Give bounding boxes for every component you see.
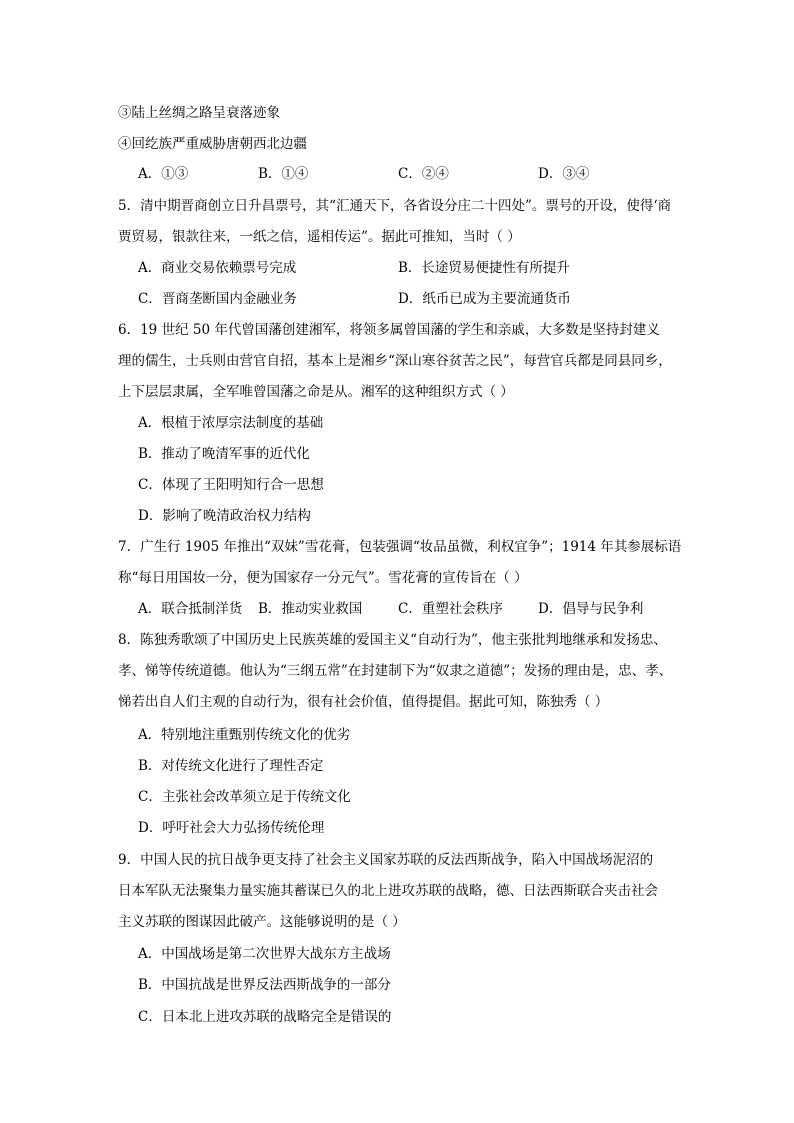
q9-stem-line-3: 主义苏联的图谋因此破产。这能够说明的是（ ）: [118, 914, 406, 930]
q6-stem-line-1: 6．19 世纪 50 年代曾国藩创建湘军，将领多属曾国藩的学生和亲戚，大多数是坚持封建义: [118, 322, 660, 338]
q9-option-b: B．中国抗战是世界反法西斯战争的一部分: [138, 977, 391, 993]
q7-stem-line-1: 7．广生行 1905 年推出“双妹”雪花膏，包装强调“妆品虽微，利权宜争”；1914 年其参展标语: [118, 539, 682, 555]
q4-option-c: C．②④: [398, 166, 449, 182]
q8-option-c: C．主张社会改革须立足于传统文化: [138, 789, 351, 805]
q7-option-c: C．重塑社会秩序: [398, 601, 503, 617]
q6-stem-line-3: 上下层层隶属，全军唯曾国藩之命是从。湘军的这种组织方式（ ）: [118, 384, 514, 400]
q7-option-b: B．推动实业救国: [258, 601, 363, 617]
q9-option-c: C．日本北上进攻苏联的战略完全是错误的: [138, 1009, 392, 1025]
q5-stem-line-1: 5．清中期晋商创立日升昌票号，其“汇通天下，各省设分庄二十四处”。票号的开设，使得‘商: [118, 198, 672, 214]
q4-option-b: B．①④: [258, 166, 309, 182]
q4-item-3: ③陆上丝绸之路呈衰落迹象: [118, 105, 280, 121]
q8-option-a: A．特别地注重甄别传统文化的优劣: [138, 727, 351, 743]
q4-item-4: ④回纥族严重威胁唐朝西北边疆: [118, 136, 307, 152]
q4-option-d: D．③④: [538, 166, 590, 182]
q8-option-b: B．对传统文化进行了理性否定: [138, 758, 324, 774]
q8-stem-line-1: 8．陈独秀歌颂了中国历史上民族英雄的爱国主义“自动行为”，他主张批判地继承和发扬忠、: [118, 632, 667, 648]
q4-option-a: A．①③: [138, 166, 189, 182]
q6-option-b: B．推动了晚清军事的近代化: [138, 446, 310, 462]
q5-option-a: A．商业交易依赖票号完成: [138, 260, 297, 276]
q7-option-d: D．倡导与民争利: [538, 601, 644, 617]
q6-option-c: C．体现了王阳明知行合一思想: [138, 477, 324, 493]
q5-stem-line-2: 贾贸易，银款往来，一纸之信，遥相传运”。据此可推知，当时（ ）: [118, 229, 521, 245]
q6-stem-line-2: 理的儒生，士兵则由营官自招，基本上是湘乡“深山寒谷贫苦之民”，每营官兵都是同县同乡，: [118, 353, 672, 369]
q9-stem-line-2: 日本军队无法聚集力量实施其蓄谋已久的北上进攻苏联的战略，德、日法西斯联合夹击社会: [118, 883, 658, 899]
q7-stem-line-2: 称“每日用国妆一分，便为国家存一分元气”。雪花膏的宣传旨在（ ）: [118, 570, 528, 586]
q6-option-a: A．根植于浓厚宗法制度的基础: [138, 415, 324, 431]
q8-stem-line-3: 悌若出自人们主观的自动行为，很有社会价值，值得提倡。据此可知，陈独秀（ ）: [118, 694, 609, 710]
q8-option-d: D．呼吁社会大力弘扬传统伦理: [138, 820, 325, 836]
q7-option-a: A．联合抵制洋货: [138, 601, 243, 617]
q5-option-c: C．晋商垄断国内金融业务: [138, 291, 297, 307]
q9-option-a: A．中国战场是第二次世界大战东方主战场: [138, 946, 391, 962]
q5-option-b: B．长途贸易便捷性有所提升: [398, 260, 570, 276]
q8-stem-line-2: 孝、悌等传统道德。他认为“三纲五常”在封建制下为“奴隶之道德”；发扬的理由是，忠、孝、: [118, 663, 673, 679]
q6-option-d: D．影响了晚清政治权力结构: [138, 508, 311, 524]
q5-option-d: D．纸币已成为主要流通货币: [398, 291, 571, 307]
q9-stem-line-1: 9．中国人民的抗日战争更支持了社会主义国家苏联的反法西斯战争，陷入中国战场泥沼的: [118, 852, 654, 868]
